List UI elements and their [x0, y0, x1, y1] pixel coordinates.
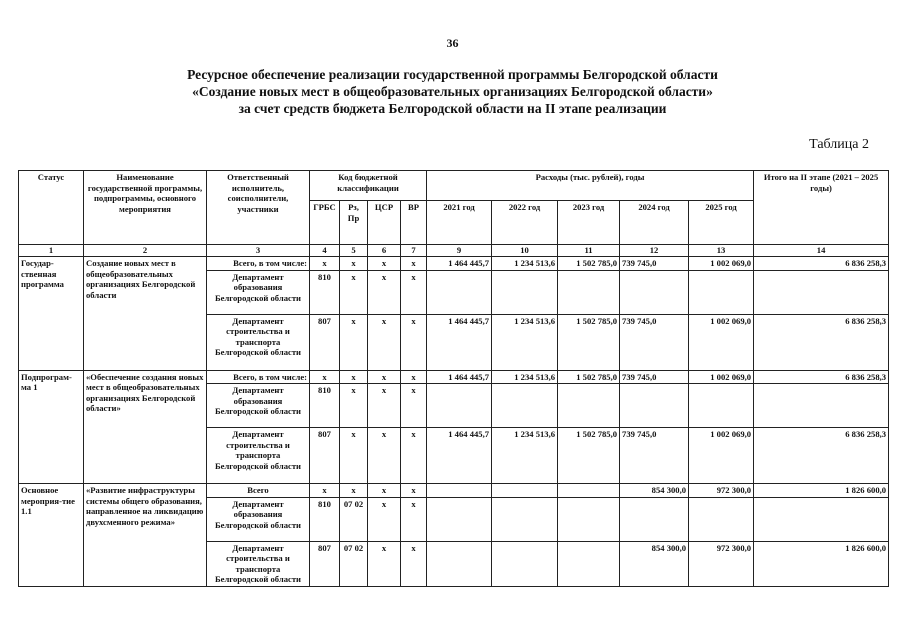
cell-2022: 1 234 513,6	[492, 314, 558, 370]
cell-rzpr: x	[340, 370, 368, 384]
cell-2022	[492, 497, 558, 541]
cell-csr: x	[368, 497, 401, 541]
cell-2023	[558, 270, 620, 314]
col-number: 7	[401, 245, 427, 257]
header-expenses: Расходы (тыс. рублей), годы	[427, 171, 754, 201]
cell-2025	[689, 384, 754, 428]
row-executor: Департамент строительства и транспорта Белгородской области	[207, 314, 310, 370]
cell-grbs: 807	[310, 428, 340, 484]
header-total: Итого на II этапе (2021 – 2025 годы)	[754, 171, 889, 245]
header-vr: ВР	[401, 201, 427, 245]
header-status: Статус	[19, 171, 84, 245]
cell-total	[754, 497, 889, 541]
col-number: 10	[492, 245, 558, 257]
row-executor: Департамент образования Белгородской области	[207, 270, 310, 314]
page-number: 36	[446, 36, 459, 50]
cell-vr: x	[401, 428, 427, 484]
cell-vr: x	[401, 484, 427, 498]
row-name: «Обеспечение создания новых мест в общеобразовательных организациях Белгородской области»	[84, 370, 207, 484]
title-line-2: «Создание новых мест в общеобразовательных организациях Белгородской области»	[192, 84, 713, 99]
cell-csr: x	[368, 384, 401, 428]
cell-2024: 739 745,0	[620, 428, 689, 484]
cell-2023	[558, 484, 620, 498]
col-number: 6	[368, 245, 401, 257]
title-line-3: за счет средств бюджета Белгородской области на II этапе реализации	[238, 101, 667, 116]
cell-total: 6 836 258,3	[754, 428, 889, 484]
row-executor: Департамент образования Белгородской области	[207, 384, 310, 428]
header-year-2022: 2022 год	[492, 201, 558, 245]
row-name: Создание новых мест в общеобразовательных организациях Белгородской области	[84, 257, 207, 371]
table-row	[19, 370, 889, 384]
cell-2022: 1 234 513,6	[492, 257, 558, 271]
row-executor: Департамент строительства и транспорта Белгородской области	[207, 428, 310, 484]
cell-csr: x	[368, 270, 401, 314]
cell-vr: x	[401, 314, 427, 370]
cell-2022	[492, 270, 558, 314]
cell-2023: 1 502 785,0	[558, 370, 620, 384]
cell-2023	[558, 541, 620, 586]
row-name: «Развитие инфраструктуры системы общего образования, направленное на ликвидацию двухсменного режима»	[84, 484, 207, 587]
cell-rzpr: x	[340, 257, 368, 271]
cell-rzpr: 07 02	[340, 541, 368, 586]
col-number: 14	[754, 245, 889, 257]
cell-rzpr: x	[340, 484, 368, 498]
cell-vr: x	[401, 370, 427, 384]
cell-total	[754, 384, 889, 428]
cell-2021: 1 464 445,7	[427, 428, 492, 484]
col-number: 5	[340, 245, 368, 257]
cell-vr: x	[401, 497, 427, 541]
cell-vr: x	[401, 541, 427, 586]
header-year-2023: 2023 год	[558, 201, 620, 245]
cell-2024: 739 745,0	[620, 257, 689, 271]
cell-2024: 854 300,0	[620, 484, 689, 498]
cell-rzpr: x	[340, 428, 368, 484]
cell-csr: x	[368, 428, 401, 484]
budget-table	[18, 170, 889, 587]
cell-csr: x	[368, 314, 401, 370]
col-number: 12	[620, 245, 689, 257]
col-number: 3	[207, 245, 310, 257]
title-line-1: Ресурсное обеспечение реализации государственной программы Белгородской области	[187, 67, 718, 82]
cell-rzpr: 07 02	[340, 497, 368, 541]
cell-2021	[427, 384, 492, 428]
cell-2022: 1 234 513,6	[492, 428, 558, 484]
document-title	[0, 66, 905, 117]
row-executor: Всего, в том числе:	[207, 370, 310, 384]
row-executor: Всего	[207, 484, 310, 498]
header-rzpr: Рз, Пр	[340, 201, 368, 245]
cell-grbs: x	[310, 257, 340, 271]
cell-2022	[492, 541, 558, 586]
cell-grbs: x	[310, 370, 340, 384]
cell-2022	[492, 484, 558, 498]
cell-total: 1 826 600,0	[754, 484, 889, 498]
cell-2023: 1 502 785,0	[558, 428, 620, 484]
row-executor: Департамент образования Белгородской области	[207, 497, 310, 541]
cell-2025: 972 300,0	[689, 484, 754, 498]
cell-total: 1 826 600,0	[754, 541, 889, 586]
cell-grbs: 810	[310, 384, 340, 428]
header-year-2025: 2025 год	[689, 201, 754, 245]
cell-csr: x	[368, 257, 401, 271]
cell-2024	[620, 270, 689, 314]
cell-2025: 1 002 069,0	[689, 257, 754, 271]
cell-2021: 1 464 445,7	[427, 314, 492, 370]
row-status: Подпрограм-ма 1	[19, 370, 84, 484]
cell-total	[754, 270, 889, 314]
header-budget-code: Код бюджетной классификации	[310, 171, 427, 201]
cell-rzpr: x	[340, 384, 368, 428]
cell-2021	[427, 484, 492, 498]
header-grbs: ГРБС	[310, 201, 340, 245]
table-row	[19, 484, 889, 498]
cell-total: 6 836 258,3	[754, 314, 889, 370]
cell-2021: 1 464 445,7	[427, 257, 492, 271]
col-number: 1	[19, 245, 84, 257]
header-year-2021: 2021 год	[427, 201, 492, 245]
cell-2025: 1 002 069,0	[689, 370, 754, 384]
header-name: Наименование государственной программы, подпрограммы, основного мероприятия	[84, 171, 207, 245]
cell-csr: x	[368, 370, 401, 384]
cell-2022	[492, 384, 558, 428]
cell-2024: 739 745,0	[620, 370, 689, 384]
cell-2025: 1 002 069,0	[689, 428, 754, 484]
cell-2023	[558, 384, 620, 428]
cell-grbs: 810	[310, 497, 340, 541]
cell-2025	[689, 270, 754, 314]
cell-csr: x	[368, 484, 401, 498]
cell-total: 6 836 258,3	[754, 257, 889, 271]
cell-grbs: 810	[310, 270, 340, 314]
cell-2024	[620, 497, 689, 541]
cell-2021	[427, 541, 492, 586]
cell-rzpr: x	[340, 314, 368, 370]
cell-2022: 1 234 513,6	[492, 370, 558, 384]
table-label: Таблица 2	[809, 137, 869, 152]
cell-vr: x	[401, 270, 427, 314]
cell-2024	[620, 384, 689, 428]
cell-2025: 1 002 069,0	[689, 314, 754, 370]
row-status: Государ-ственная программа	[19, 257, 84, 371]
cell-total: 6 836 258,3	[754, 370, 889, 384]
cell-rzpr: x	[340, 270, 368, 314]
col-number: 2	[84, 245, 207, 257]
col-number: 4	[310, 245, 340, 257]
column-number-row	[19, 245, 889, 257]
cell-2025: 972 300,0	[689, 541, 754, 586]
row-executor: Всего, в том числе:	[207, 257, 310, 271]
cell-2021	[427, 497, 492, 541]
cell-2024: 739 745,0	[620, 314, 689, 370]
cell-grbs: x	[310, 484, 340, 498]
header-executor: Ответственный исполнитель, соисполнители, участники	[207, 171, 310, 245]
cell-2021	[427, 270, 492, 314]
table-row	[19, 257, 889, 271]
col-number: 13	[689, 245, 754, 257]
cell-2021: 1 464 445,7	[427, 370, 492, 384]
cell-2024: 854 300,0	[620, 541, 689, 586]
row-executor: Департамент строительства и транспорта Белгородской области	[207, 541, 310, 586]
col-number: 11	[558, 245, 620, 257]
cell-2023	[558, 497, 620, 541]
cell-vr: x	[401, 257, 427, 271]
cell-csr: x	[368, 541, 401, 586]
header-csr: ЦСР	[368, 201, 401, 245]
cell-grbs: 807	[310, 314, 340, 370]
cell-grbs: 807	[310, 541, 340, 586]
row-status: Основное мероприя-тие 1.1	[19, 484, 84, 587]
header-year-2024: 2024 год	[620, 201, 689, 245]
col-number: 9	[427, 245, 492, 257]
cell-2023: 1 502 785,0	[558, 314, 620, 370]
cell-vr: x	[401, 384, 427, 428]
cell-2025	[689, 497, 754, 541]
cell-2023: 1 502 785,0	[558, 257, 620, 271]
